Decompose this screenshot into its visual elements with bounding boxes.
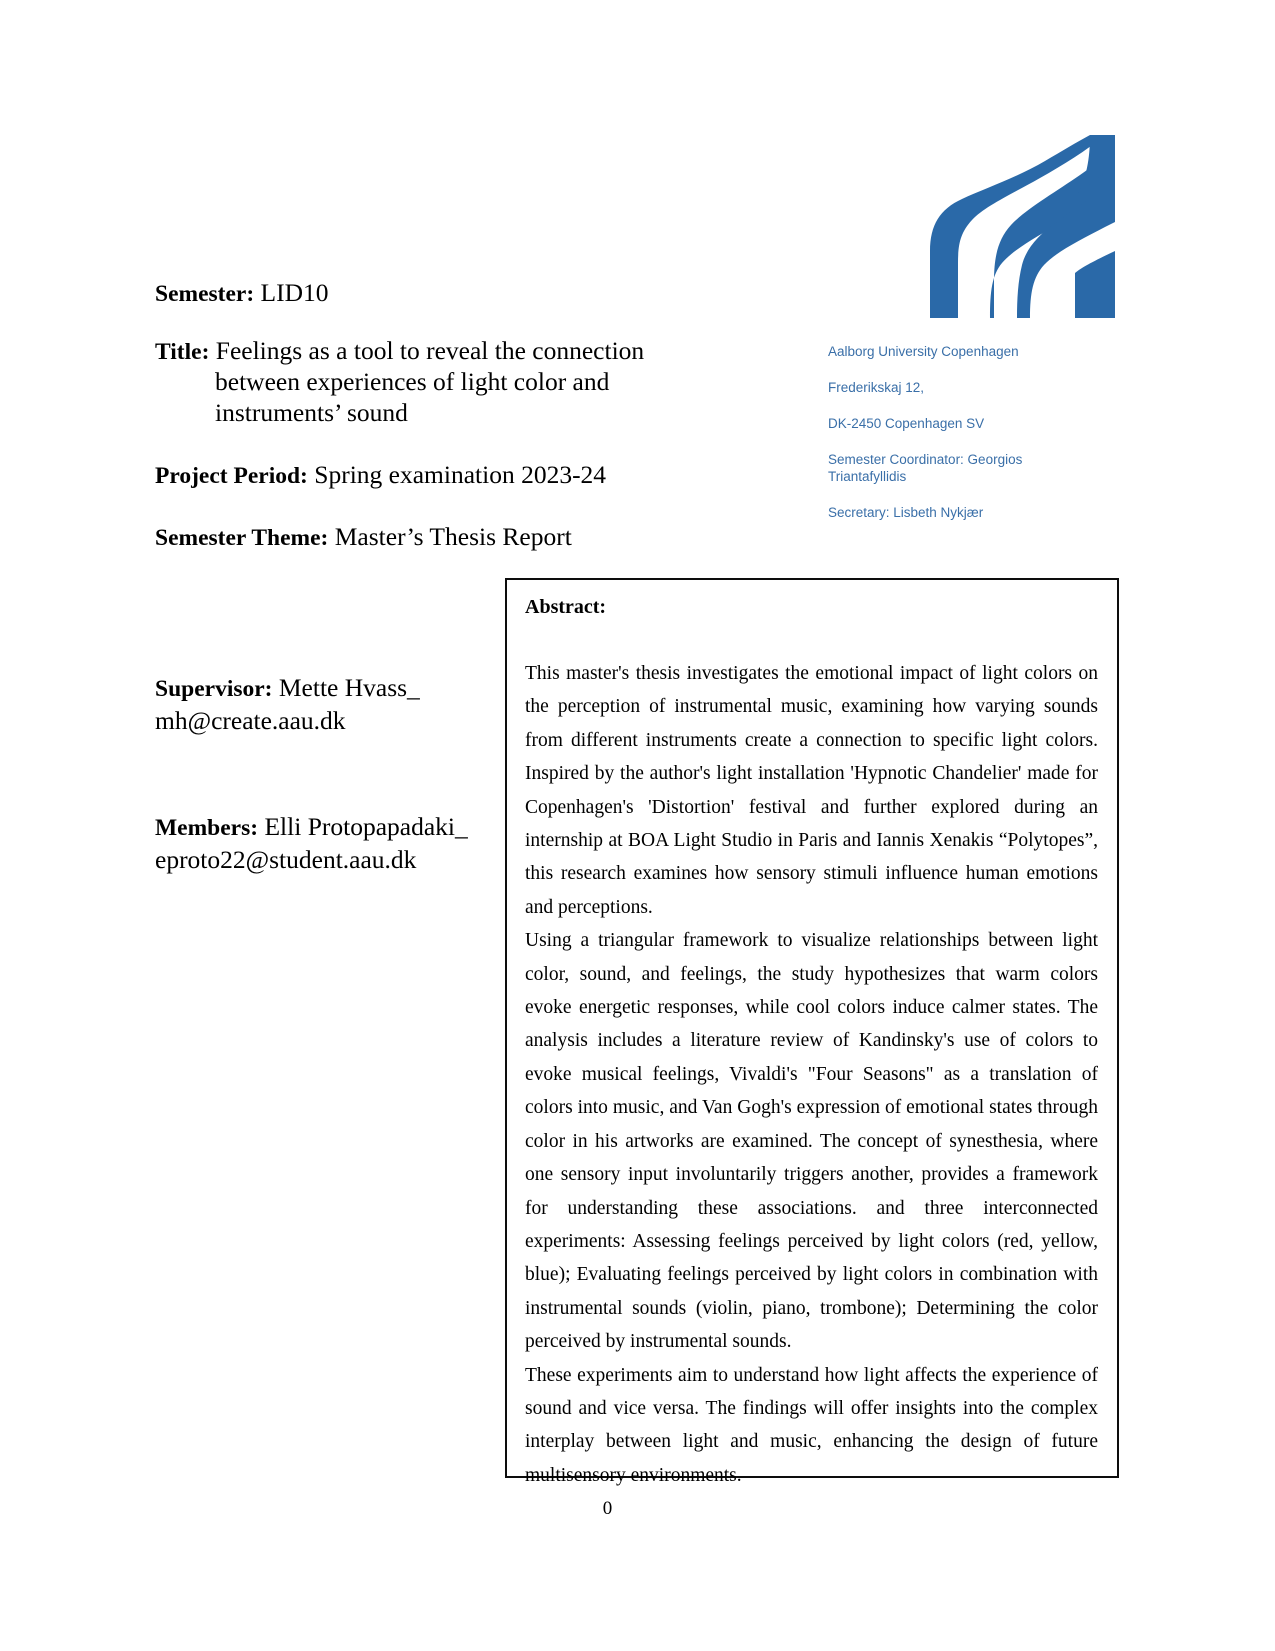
aau-logo bbox=[900, 133, 1115, 318]
semester-theme-label: Semester Theme: bbox=[155, 524, 329, 551]
secretary: Secretary: Lisbeth Nykjær bbox=[828, 505, 984, 520]
member-name-line-2: Protopapadaki_ bbox=[307, 812, 468, 841]
semester-block bbox=[155, 278, 715, 310]
member-name-line-1: Elli bbox=[264, 812, 302, 841]
abstract-paragraph-3: These experiments aim to understand how light affects the experience of sound and vice versa. The findings will offer insights into the complex interplay between light and music, enhancing the design of future multisensory environments. bbox=[525, 1364, 1098, 1486]
semester-coordinator: Semester Coordinator: Georgios Triantafyllidis bbox=[828, 452, 1023, 484]
title-line-2: between experiences of light color and bbox=[215, 367, 610, 396]
title-label: Title: bbox=[155, 338, 210, 365]
institution-info bbox=[828, 343, 1078, 540]
supervisor-label: Supervisor: bbox=[155, 676, 273, 702]
supervisor-email: mh@create.aau.dk bbox=[155, 706, 346, 735]
project-period-label: Project Period: bbox=[155, 463, 308, 489]
title-line-3: instruments’ sound bbox=[215, 397, 408, 427]
semester-value: LID10 bbox=[260, 278, 329, 307]
page-number: 0 bbox=[602, 1498, 613, 1519]
members-block bbox=[155, 811, 495, 875]
city-address: DK-2450 Copenhagen SV bbox=[828, 416, 985, 431]
semester-theme-block bbox=[155, 522, 715, 554]
title-line-1: Feelings as a tool to reveal the connection bbox=[215, 335, 645, 365]
abstract-paragraph-2: Using a triangular framework to visualize relationships between light color, sound, and feelings, the study hypothesizes that warm colors evoke energetic responses, while cool colors induce calmer states. The analysis includes a literature review of Kandinsky's use of colors to evoke musical feelings, Vivaldi's "Four Seasons" as a translation of colors into music, and Van Gogh's expression of emotional states through color in his artworks are examined. The concept of synesthesia, where one sensory input involuntarily triggers another, provides a framework for understanding these associations. and three interconnected experiments: Assessing feelings perceived by light colors (red, yellow, blue); Evaluating feelings perceived by light colors in combination with instrumental sounds (violin, piano, trombone); Determining the color perceived by instrumental sounds. bbox=[525, 930, 1098, 1353]
abstract-paragraph-1: This master's thesis investigates the emotional impact of light colors on the perception of instrumental music, examining how varying sounds from different instruments create a connection to specific light colors. Inspired by the author's light installation 'Hypnotic Chandelier' made for Copenhagen's 'Distortion' festival and further explored during an internship at BOA Light Studio in Paris and Iannis Xenakis “Polytopes”, this research examines how sensory stimuli influence human emotions and perceptions. bbox=[525, 663, 1098, 918]
university-name: Aalborg University Copenhagen bbox=[828, 344, 1019, 359]
members-label: Members: bbox=[155, 815, 259, 841]
project-metadata bbox=[155, 278, 715, 579]
supervisor-block bbox=[155, 672, 495, 736]
project-period-block bbox=[155, 460, 715, 492]
semester-label: Semester: bbox=[155, 281, 255, 307]
member-email: eproto22@student.aau.dk bbox=[155, 845, 417, 874]
project-period-value: Spring examination 2023-24 bbox=[314, 460, 607, 489]
abstract-box bbox=[505, 578, 1119, 1486]
title-block bbox=[155, 336, 715, 429]
semester-theme-value: Master’s Thesis Report bbox=[334, 521, 572, 551]
supervisor-name: Mette Hvass_ bbox=[278, 673, 420, 702]
people-section bbox=[155, 672, 495, 875]
street-address: Frederikskaj 12, bbox=[828, 380, 925, 395]
abstract-heading: Abstract: bbox=[525, 596, 607, 618]
